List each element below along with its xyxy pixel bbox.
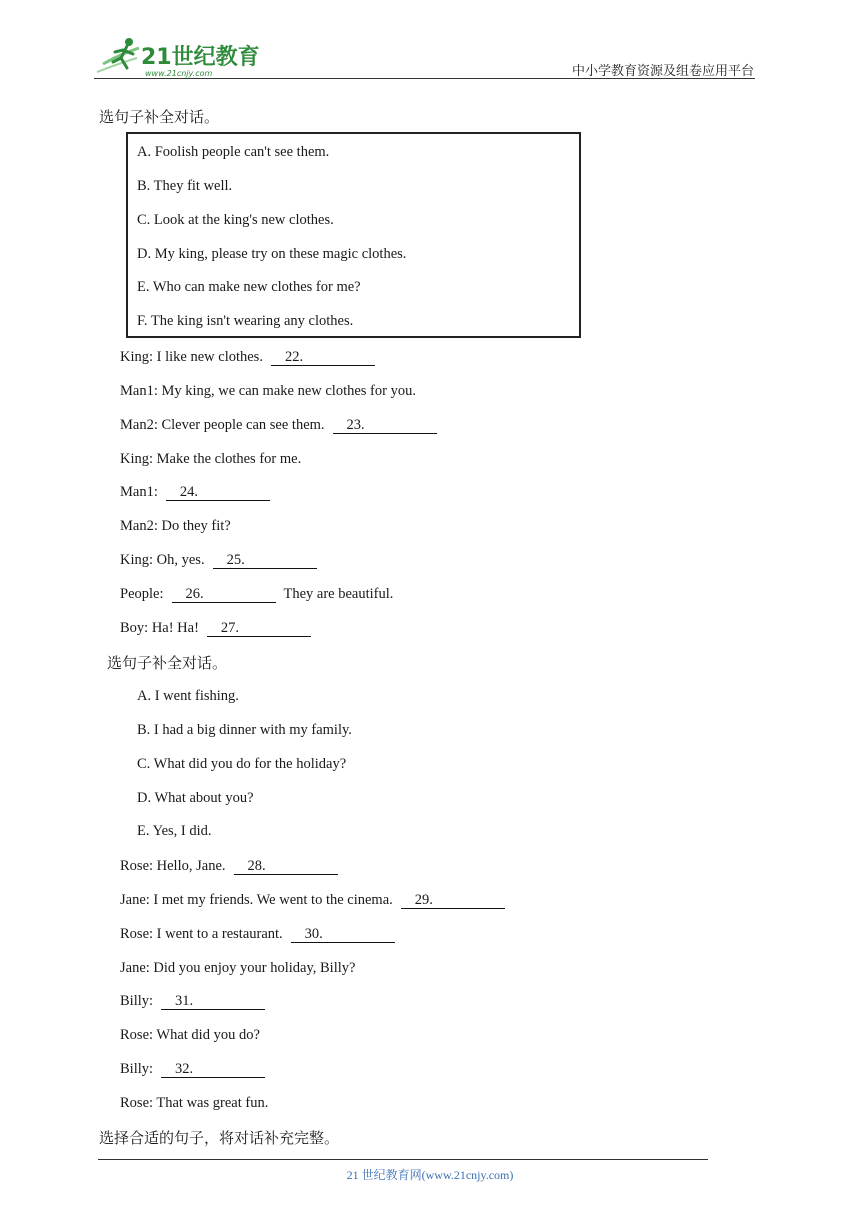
section3-instruction: 选择合适的句子，将对话补充完整。 bbox=[99, 1131, 340, 1147]
answer-blank[interactable]: 29. bbox=[401, 892, 505, 909]
answer-blank[interactable]: 23. bbox=[333, 417, 437, 434]
footer-text: 21 世纪教育网(www.21cnjy.com) bbox=[346, 1168, 514, 1182]
runner-logo-icon bbox=[93, 34, 263, 80]
logo-text: 21世纪教育 bbox=[141, 45, 260, 70]
dialogue-line: Boy: Ha! Ha! 27. bbox=[120, 620, 311, 637]
option-e: E. Yes, I did. bbox=[137, 823, 212, 839]
option-box bbox=[126, 132, 581, 338]
dialogue-line: King: I like new clothes. 22. bbox=[120, 349, 375, 366]
site-name: 中小学教育资源及组卷应用平台 bbox=[571, 63, 754, 78]
answer-blank[interactable]: 32. bbox=[161, 1061, 265, 1078]
section1-instruction: 选句子补全对话。 bbox=[99, 110, 220, 126]
section2-instruction: 选句子补全对话。 bbox=[107, 656, 228, 672]
dialogue-line: Billy: 31. bbox=[120, 993, 265, 1010]
dialogue-line: Man2: Clever people can see them. 23. bbox=[120, 417, 437, 434]
dialogue-line: King: Make the clothes for me. bbox=[120, 451, 302, 467]
dialogue-line: Man2: Do they fit? bbox=[120, 518, 231, 534]
option-b: B. They fit well. bbox=[137, 178, 233, 194]
dialogue-line: Rose: What did you do? bbox=[120, 1027, 260, 1043]
logo-url: www.21cnjy.com bbox=[145, 69, 213, 78]
option-d: D. My king, please try on these magic clothes. bbox=[137, 246, 407, 262]
option-a: A. Foolish people can't see them. bbox=[137, 144, 330, 160]
answer-blank[interactable]: 26. bbox=[172, 586, 276, 603]
option-c: C. Look at the king's new clothes. bbox=[137, 212, 334, 228]
answer-blank[interactable]: 30. bbox=[291, 926, 395, 943]
answer-blank[interactable]: 28. bbox=[234, 858, 338, 875]
option-c: C. What did you do for the holiday? bbox=[137, 756, 347, 772]
header-divider bbox=[94, 78, 755, 79]
dialogue-line: Rose: That was great fun. bbox=[120, 1095, 269, 1111]
footer-divider bbox=[98, 1159, 708, 1160]
dialogue-line: Man1: My king, we can make new clothes for you. bbox=[120, 383, 416, 399]
option-b: B. I had a big dinner with my family. bbox=[137, 722, 352, 738]
option-e: E. Who can make new clothes for me? bbox=[137, 279, 361, 295]
answer-blank[interactable]: 25. bbox=[213, 552, 317, 569]
option-d: D. What about you? bbox=[137, 790, 254, 806]
dialogue-line: Jane: Did you enjoy your holiday, Billy? bbox=[120, 960, 356, 976]
dialogue-line: King: Oh, yes. 25. bbox=[120, 552, 317, 569]
site-logo bbox=[93, 34, 263, 80]
answer-blank[interactable]: 24. bbox=[166, 484, 270, 501]
dialogue-line: Man1: 24. bbox=[120, 484, 270, 501]
dialogue-line: Rose: Hello, Jane. 28. bbox=[120, 858, 338, 875]
dialogue-line: Billy: 32. bbox=[120, 1061, 265, 1078]
option-f: F. The king isn't wearing any clothes. bbox=[137, 313, 354, 329]
answer-blank[interactable]: 22. bbox=[271, 349, 375, 366]
dialogue-line: Jane: I met my friends. We went to the cinema. 29. bbox=[120, 892, 505, 909]
dialogue-line: Rose: I went to a restaurant. 30. bbox=[120, 926, 395, 943]
option-a: A. I went fishing. bbox=[137, 688, 239, 704]
answer-blank[interactable]: 27. bbox=[207, 620, 311, 637]
dialogue-line: People: 26. They are beautiful. bbox=[120, 586, 394, 602]
answer-blank[interactable]: 31. bbox=[161, 993, 265, 1010]
